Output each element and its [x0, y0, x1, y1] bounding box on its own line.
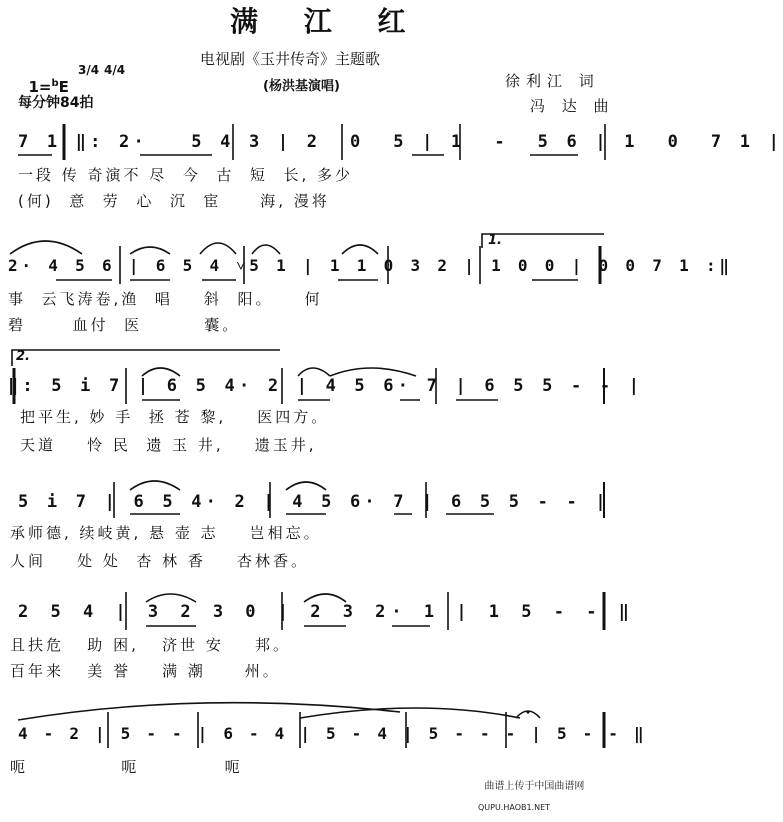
lyrics-row-5-verse-1: 且扶危 助 困, 济世 安 邦。: [10, 636, 291, 654]
source-watermark-url: QUPU.HAOB1.NET: [478, 803, 551, 812]
lyrics-row-1-verse-1: 一段 传 奇演不 尽 今 古 短 长, 多少: [18, 166, 353, 184]
notation-row-2: 2· 4 5 6 | 6 5 4 ˅5 1 | 1 1 0 3 2 | 1 0 0 | 0 0 7 1 :‖: [8, 256, 733, 275]
time-signature-2: 4/4: [104, 63, 126, 77]
notation-row-1: 7 1 ‖: 2· 5 4 3 | 2 0 5 | 1 - 5 6 | 1 0 7 1 |: [18, 132, 783, 152]
notation-row-5: 2 5 4 | 3 2 3 0 | 2 3 2· 1 | 1 5 - - ‖: [18, 602, 635, 622]
singer-credit: (杨洪基演唱): [263, 79, 340, 94]
song-title: 满 江 红: [230, 5, 424, 38]
flat-sign: b: [51, 78, 59, 89]
volta-2-label: 2.: [16, 349, 30, 364]
key-signature: [18, 64, 69, 95]
time-signature-1: 3/4: [78, 63, 100, 77]
key-note: E: [58, 78, 69, 96]
notation-row-3: ‖: 5 i 7 | 6 5 4· 2 | 4 5 6· 7 | 6 5 5 - - |: [8, 376, 644, 396]
lyrics-row-5-verse-2: 百年来 美 誉 满 潮 州。: [10, 662, 281, 680]
lyrics-row-4-verse-2: 人间 处 处 杏 林 香 杏林香。: [10, 552, 309, 570]
source-watermark-text: 曲谱上传于中国曲谱网: [484, 781, 585, 792]
notation-row-6: 4 - 2 | 5 - - | 6 - 4 | 5 - 4 | 5 - - - | 5 - - ‖: [18, 724, 647, 743]
lyrics-row-3-verse-2: 天道 怜 民 遗 玉 井, 遗玉井,: [20, 436, 317, 454]
lyrics-row-3-verse-1: 把平生, 妙 手 拯 苍 黎, 医四方。: [20, 408, 330, 426]
lyrics-row-4-verse-1: 承师德, 续岐黄, 悬 壶 志 岂相忘。: [10, 524, 322, 542]
lyrics-row-2-verse-2: 碧 血付 医 囊。: [8, 316, 241, 334]
lyrics-row-6-verse-1: 呃 呃 呃: [10, 758, 243, 776]
subtitle: 电视剧《玉井传奇》主题歌: [200, 50, 381, 68]
composer-credit: 冯 达 曲: [530, 97, 615, 115]
lyrics-row-1-verse-2: (何) 意 劳 心 沉 宦 海, 漫将: [18, 192, 330, 210]
lyrics-row-2-verse-1: 事 云飞涛卷,渔 唱 斜 阳。 何: [8, 290, 323, 308]
tempo-marking: 每分钟84拍: [18, 95, 94, 111]
key-prefix: 1=: [28, 78, 52, 96]
lyricist-credit: 徐利江 词: [505, 72, 600, 90]
source-watermark: [478, 772, 584, 822]
volta-1-label: 1.: [488, 233, 502, 248]
notation-row-4: 5 i 7 | 6 5 4· 2 | 4 5 6· 7 | 6 5 5 - - |: [18, 492, 610, 512]
